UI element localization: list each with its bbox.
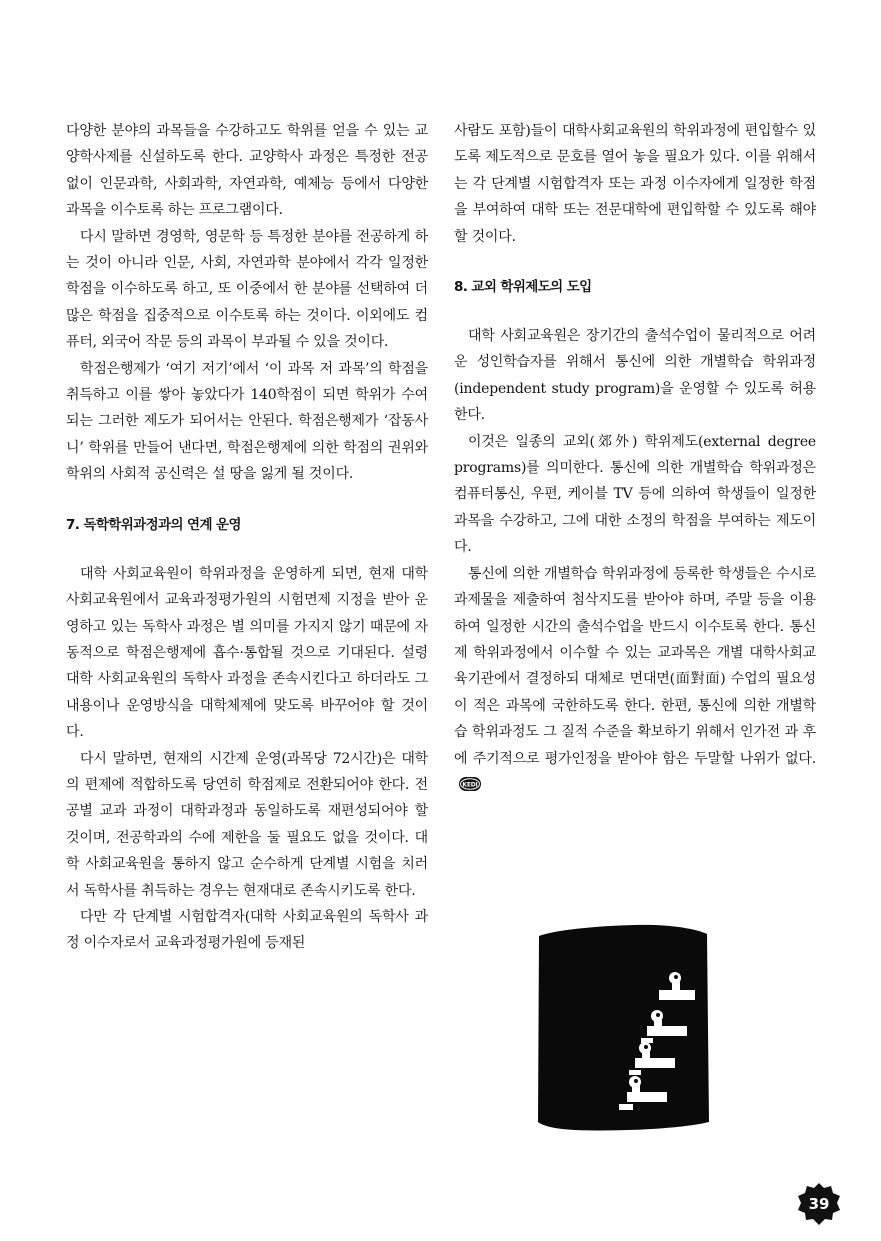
body-paragraph: 다시 말하면 경영학, 영문학 등 특정한 분야를 전공하게 하는 것이 아니라 인문, 사회, 자연과학 분야에서 각각 일정한 학점을 이수하도록 하고, 또 이중에서 한 분야를 선택하여 더 많은 학점을 집중적으로 이수토록 하는 것이다. 이외에도 컴퓨터, 외국어 작문 등의 과목이 부과될 수 있을 것이다. [66, 228, 428, 351]
section-heading-7: 7. 독학학위과정과의 연계 운영 [66, 516, 241, 533]
body-paragraph: 다만 각 단계별 시험합격자(대학 사회교육원의 독학사 과정 이수자로서 교육과정평가원에 등재된 [66, 908, 428, 952]
kedi-logo-icon [459, 777, 481, 791]
figures-climbing-stairs-illustration [535, 922, 711, 1135]
body-paragraph: 사람도 포함)들이 대학사회교육원의 학위과정에 편입할수 있도록 제도적으로 문호를 열어 놓을 필요가 있다. 이를 위해서는 각 단계별 시험합격자 또는 과정 이수자에게 일정한 학점을 부여하여 대학 또는 전문대학에 편입학할 수 있도록 해야 할 것이다. [454, 123, 816, 245]
body-paragraph-last [454, 561, 816, 799]
svg-text:KEDI: KEDI [462, 781, 478, 789]
body-paragraph: 다양한 분야의 과목들을 수강하고도 학위를 얻을 수 있는 교양학사제를 신설하도록 한다. 교양학사 과정은 특정한 전공없이 인문과학, 사회과학, 자연과학, 예체능 등에서 다양한 과목을 이수토록 하는 프로그램이다. [66, 123, 428, 219]
body-paragraph: 대학 사회교육원은 장기간의 출석수업이 물리적으로 어려운 성인학습자를 위해서 통신에 의한 개별학습 학위과정(independent study program)을 운영할 수 있도록 허용한다. [454, 328, 816, 424]
body-paragraph-text: 통신에 의한 개별학습 학위과정에 등록한 학생들은 수시로 과제물을 제출하여 첨삭지도를 받아야 하며, 주말 등을 이용하여 일정한 시간의 출석수업을 반드시 이수토록 한다. 통신제 학위과정에서 이수할 수 있는 교과목은 개별 대학사회교육기관에서 결정하되 대체로 면대면(面對面) 수업의 필요성이 적은 과목에 국한하도록 한다. 한편, 통신에 의한 개별학습 학위과정도 그 질적 수준을 확보하기 위해서 인가전 과 후에 주기적으로 평가인정을 받아야 함은 두말할 나위가 없다. [454, 565, 816, 767]
body-paragraph: 다시 말하면, 현재의 시간제 운영(과목당 72시간)은 대학의 편제에 적합하도록 당연히 학점제로 전환되어야 한다. 전공별 교과 과정이 대학과정과 동일하도록 재편성되어야 할 것이며, 전공학과의 수에 제한을 둘 필요도 없을 것이다. 대학 사회교육원을 통하지 않고 순수하게 단계별 시험을 치러서 독학사를 취득하는 경우는 현재대로 존속시키도록 한다. [66, 750, 428, 899]
page-number: 39 [808, 1195, 830, 1213]
body-paragraph: 대학 사회교육원이 학위과정을 운영하게 되면, 현재 대학 사회교육원에서 교육과정평가원의 시험면제 지정을 받아 운영하고 있는 독학사 과정은 별 의미를 가지지 않기 때문에 자동적으로 학점은행제에 흡수·통합될 것으로 기대된다. 설령 대학 사회교육원의 독학사 과정을 존속시킨다고 하더라도 그 내용이나 운영방식을 대학체제에 맞도록 바꾸어야 할 것이다. [66, 565, 428, 741]
body-paragraph: 학점은행제가 ‘여기 저기’에서 ‘이 과목 저 과목’의 학점을 취득하고 이를 쌓아 놓았다가 140학점이 되면 학위가 수여되는 그러한 제도가 되어서는 안된다. 학점은행제가 ‘잡동사니’ 학위를 만들어 낸다면, 학점은행제에 의한 학점의 권위와 학위의 사회적 공신력은 설 땅을 잃게 될 것이다. [66, 360, 428, 483]
right-column [454, 118, 816, 798]
body-paragraph: 이것은 일종의 교외(郊外) 학위제도(external degree programs)를 의미한다. 통신에 의한 개별학습 학위과정은 컴퓨터통신, 우편, 케이블 TV 등에 의하여 학생들이 일정한 과목을 수강하고, 그에 대한 소정의 학점을 부여하는 제도이다. [454, 433, 816, 556]
section-heading-8: 8. 교외 학위제도의 도입 [454, 279, 592, 296]
left-column [66, 118, 428, 957]
